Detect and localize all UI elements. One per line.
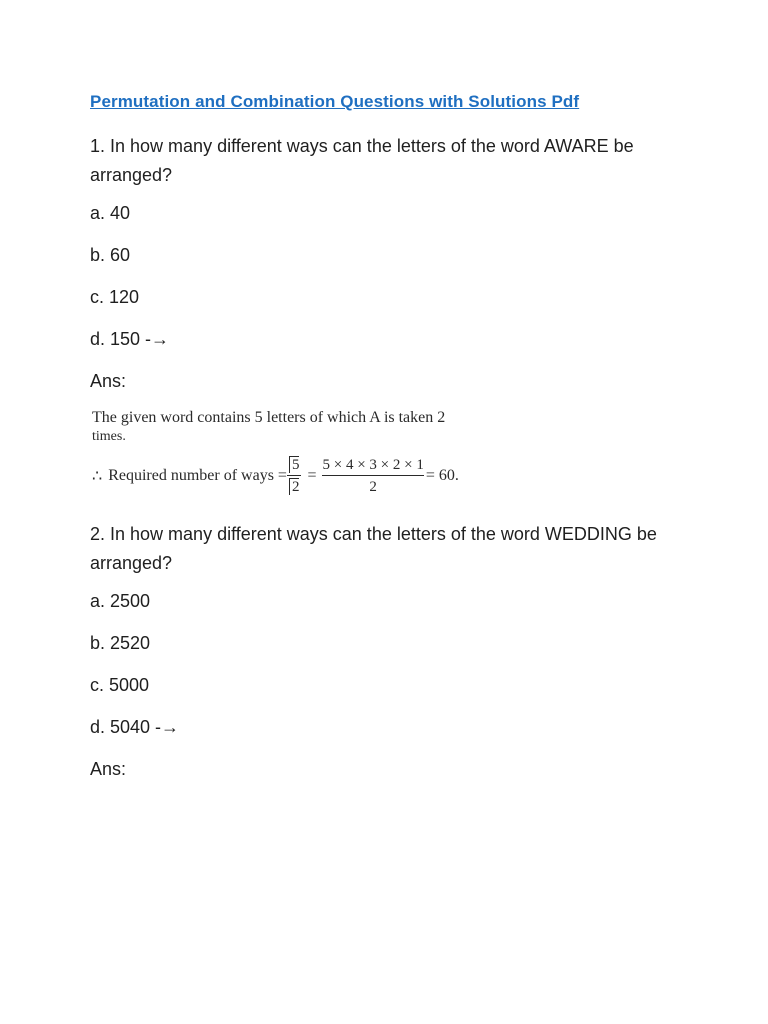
formula-result: = 60.	[425, 467, 459, 484]
expanded-fraction	[322, 456, 423, 496]
question-1-ans-label: Ans:	[90, 371, 127, 391]
factorial-numerator: 5	[289, 456, 300, 473]
question-2-option-a: a. 2500	[90, 591, 151, 611]
therefore-symbol: ∴	[92, 468, 103, 485]
question-2-ans-label: Ans:	[90, 759, 127, 779]
factorial-fraction	[287, 456, 302, 496]
question-1-option-d: d. 150 -→	[90, 329, 170, 349]
question-2-option-c: c. 5000	[90, 675, 150, 695]
expanded-numerator: 5 × 4 × 3 × 2 × 1	[322, 456, 423, 476]
formula-lhs: Required number of ways =	[108, 467, 287, 484]
solution-formula	[92, 454, 700, 498]
question-1-option-a: a. 40	[90, 203, 131, 223]
document-page	[90, 92, 700, 796]
solution-line-2: times.	[92, 429, 126, 444]
question-2-option-d: d. 5040 -→	[90, 717, 180, 737]
factorial-denominator: 2	[289, 478, 300, 495]
question-1-option-b: b. 60	[90, 245, 131, 265]
solution-line-1: The given word contains 5 letters of which A is taken 2	[92, 409, 446, 426]
question-1-option-c: c. 120	[90, 287, 140, 307]
question-2-option-b: b. 2520	[90, 633, 151, 653]
question-1-text: 1. In how many different ways can the letters of the word AWARE be arranged?	[90, 136, 634, 185]
question-1-solution	[92, 408, 700, 498]
expanded-denominator: 2	[369, 479, 377, 495]
document-title[interactable]: Permutation and Combination Questions with Solutions Pdf	[90, 92, 580, 111]
equals-sign: =	[307, 467, 317, 484]
question-2-text: 2. In how many different ways can the letters of the word WEDDING be arranged?	[90, 524, 657, 573]
